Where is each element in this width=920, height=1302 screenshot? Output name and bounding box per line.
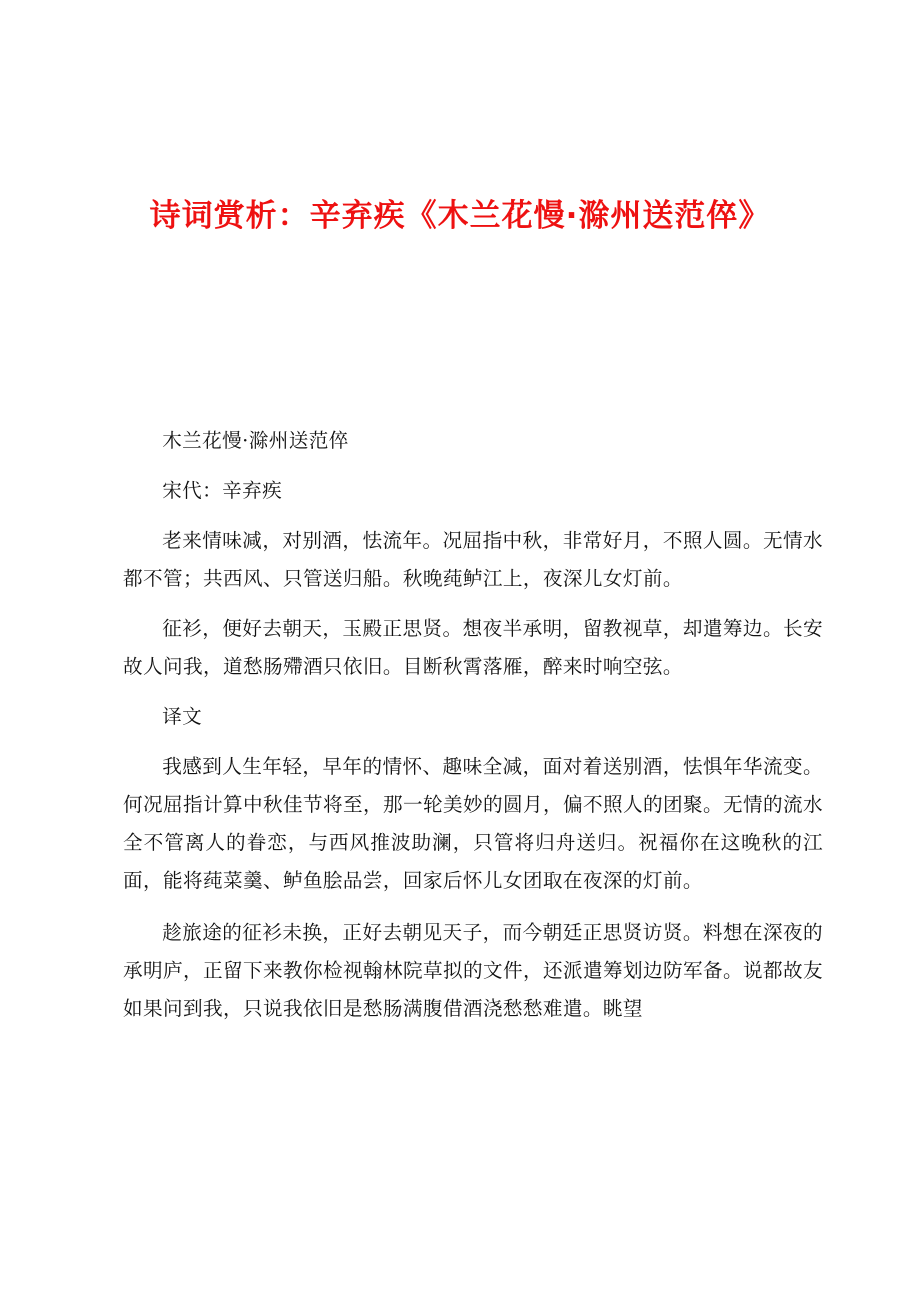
translation-paragraph-1: 我感到人生年轻，早年的情怀、趣味全减，面对着送别酒，怯惧年华流变。何况屈指计算中秋佳节将至，那一轮美妙的圆月，偏不照人的团聚。无情的流水全不管离人的眷恋，与西风推波助澜，只管将归舟送归。祝福你在这晚秋的江面，能将莼菜羹、鲈鱼脍品尝，回家后怀儿女团取在夜深的灯前。 xyxy=(123,755,823,892)
poem-title: 木兰花慢·滁州送范倅 xyxy=(162,429,349,452)
translation-paragraph-2: 趁旅途的征衫未换，正好去朝见天子，而今朝廷正思贤访贤。料想在深夜的承明庐，正留下来教你检视翰林院草拟的文件，还派遣筹划边防军备。说都故友如果问到我，只说我依旧是愁肠满腹借酒浇愁愁难遣。眺望 xyxy=(123,921,823,1020)
document-title: 诗词赏析：辛弃疾《木兰花慢·滁州送范倅》 xyxy=(149,198,771,234)
poem-stanza-1: 老来情味减，对别酒，怯流年。况屈指中秋，非常好月，不照人圆。无情水都不管；共西风、只管送归船。秋晚莼鲈江上，夜深儿女灯前。 xyxy=(123,529,823,590)
translation-heading: 译文 xyxy=(162,705,203,728)
document-body xyxy=(123,422,823,1028)
poem-stanza-2: 征衫，便好去朝天，玉殿正思贤。想夜半承明，留教视草，却遣筹边。长安故人问我，道愁肠殢酒只依旧。目断秋霄落雁，醉来时响空弦。 xyxy=(123,617,823,678)
author-line: 宋代：辛弃疾 xyxy=(162,479,283,502)
